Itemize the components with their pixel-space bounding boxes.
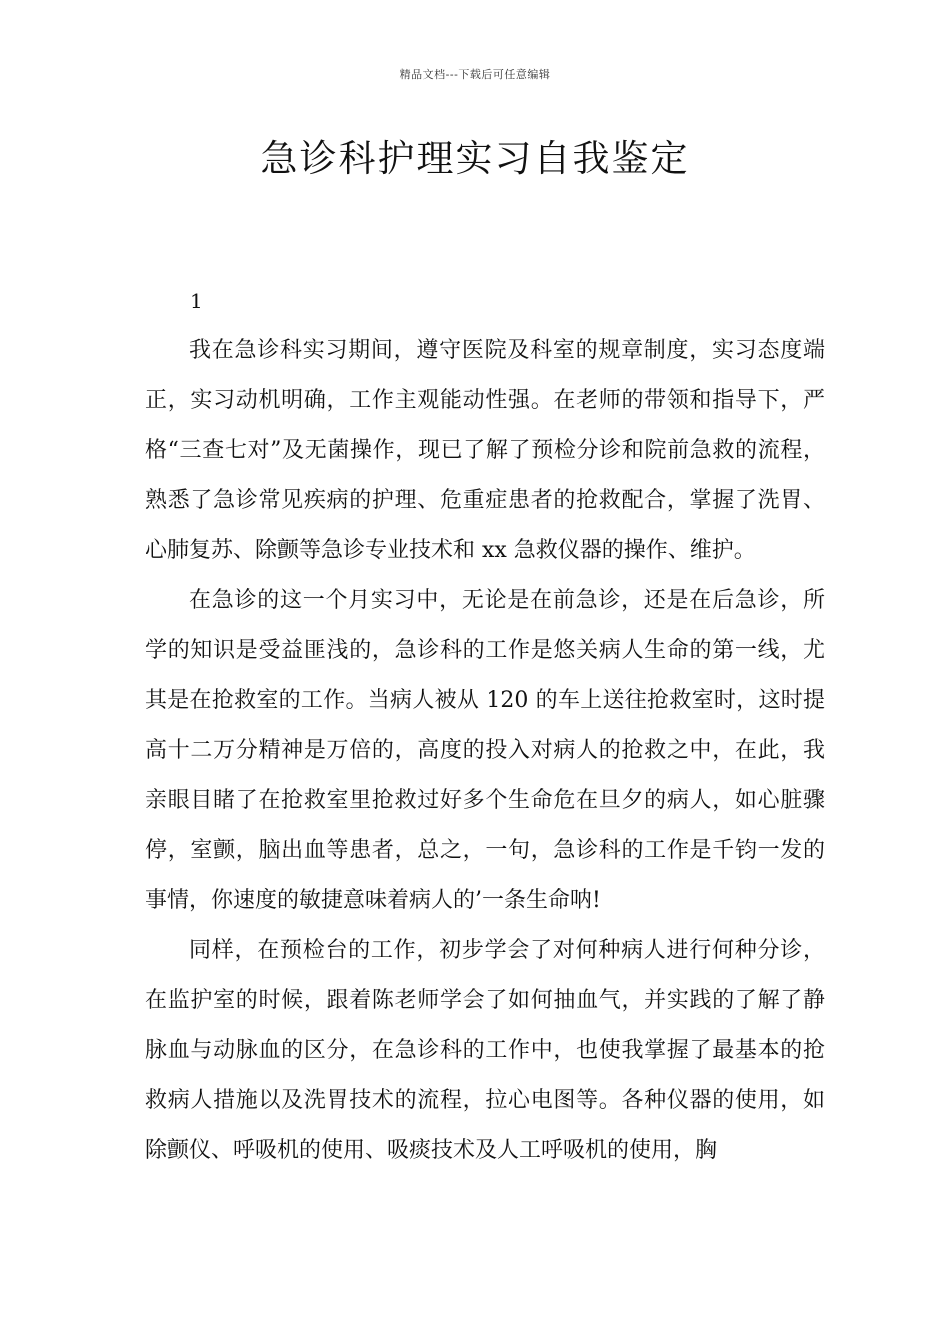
page-header: 精品文档---下载后可任意编辑 — [399, 68, 551, 81]
document-title: 急诊科护理实习自我鉴定 — [260, 137, 690, 180]
paragraph-1: 我在急诊科实习期间，遵守医院及科室的规章制度，实习态度端正，实习动机明确，工作主观能动性强。在老师的带领和指导下，严格“三查七对”及无菌操作，现已了解了预检分诊和院前急救的流程，熟悉了急诊常见疾病的护理、危重症患者的抢救配合，掌握了洗胃、心肺复苏、除颤等急诊专业技术和 xx 急救仪器的操作、维护。 — [145, 338, 825, 563]
document-body — [145, 326, 825, 1176]
paragraph-2: 在急诊的这一个月实习中，无论是在前急诊，还是在后急诊，所学的知识是受益匪浅的，急诊科的工作是悠关病人生命的第一线，尤其是在抢救室的工作。当病人被从 120 的车上送往抢救室时，这时提高十二万分精神是万倍的，高度的投入对病人的抢救之中，在此，我亲眼目睹了在抢救室里抢救过好多个生命危在旦夕的病人，如心脏骤停，室颤，脑出血等患者，总之，一句，急诊科的工作是千钧一发的事情，你速度的敏捷意味着病人的’一条生命呐! — [145, 588, 825, 913]
paragraph-3: 同样，在预检台的工作，初步学会了对何种病人进行何种分诊，在监护室的时候，跟着陈老师学会了如何抽血气，并实践的了解了静脉血与动脉血的区分，在急诊科的工作中，也使我掌握了最基本的抢救病人措施以及洗胃技术的流程，拉心电图等。各种仪器的使用，如除颤仪、呼吸机的使用、吸痰技术及人工呼吸机的使用，胸 — [145, 938, 825, 1163]
page-number: 1 — [190, 289, 203, 313]
